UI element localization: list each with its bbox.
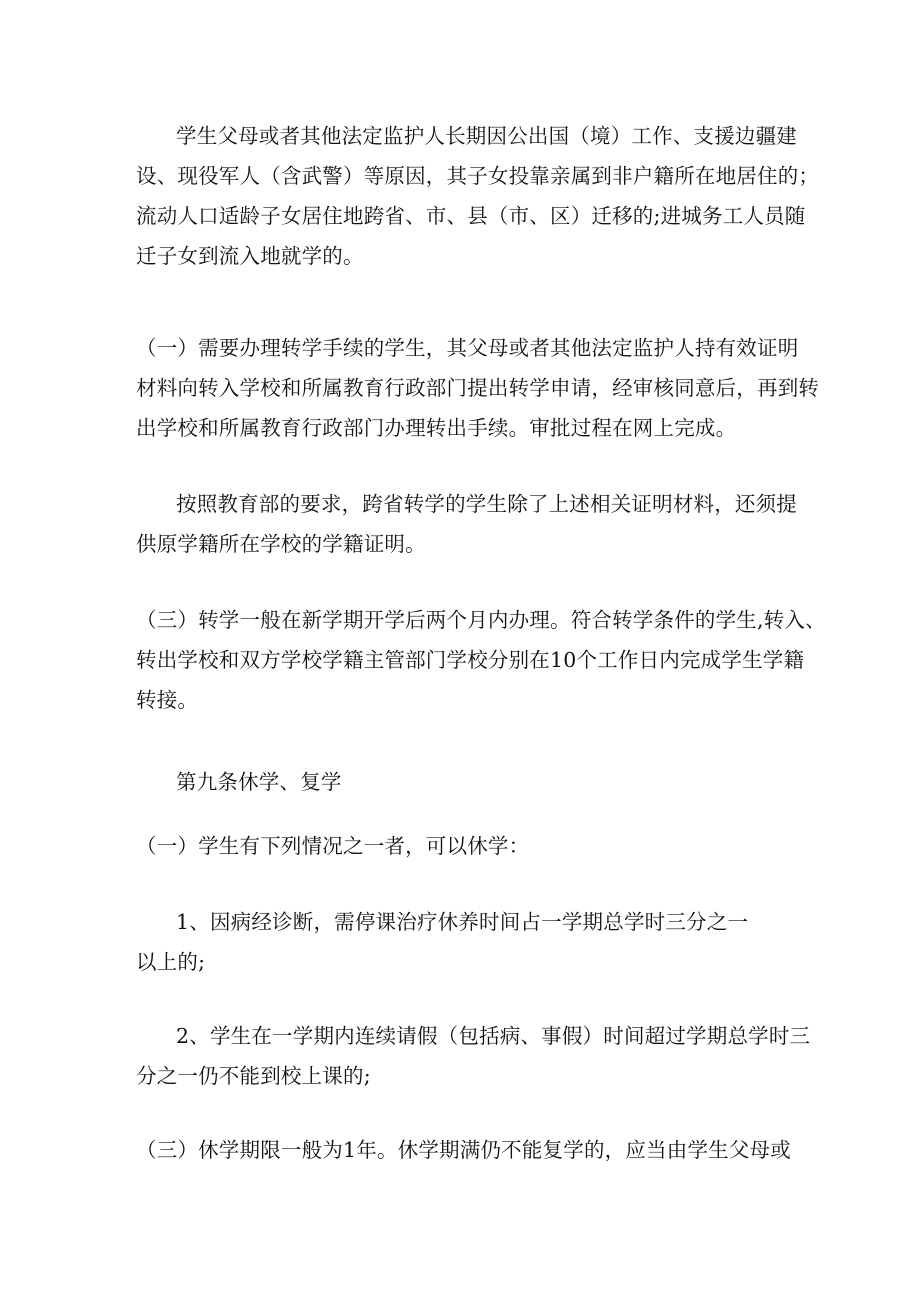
paragraph-suspension-period	[136, 1130, 791, 1170]
text-line: 出学校和所属教育行政部门办理转出手续。审批过程在网上完成。	[136, 416, 737, 440]
text-line: 分之一仍不能到校上课的;	[136, 1064, 371, 1088]
text-line: 按照教育部的要求，跨省转学的学生除了上述相关证明材料，还须提	[176, 492, 797, 516]
text-line: 转接。	[136, 688, 199, 712]
text-line: 转出学校和双方学校学籍主管部门学校分别在10个工作日内完成学生学籍	[136, 648, 805, 672]
text-line: 学生父母或者其他法定监护人长期因公出国（境）工作、支援边疆建	[176, 124, 797, 148]
paragraph-transfer-timing	[136, 600, 826, 720]
text-line: 流动人口适龄子女居住地跨省、市、县（市、区）迁移的;进城务工人员随	[136, 204, 806, 228]
list-item-illness	[136, 902, 748, 982]
text-line: 以上的;	[136, 950, 206, 974]
text-line: 供原学籍所在学校的学籍证明。	[136, 532, 426, 556]
text-line: 迁子女到流入地就学的。	[136, 244, 364, 268]
text-line: （一）学生有下列情况之一者，可以休学：	[136, 834, 530, 858]
list-item-leave	[136, 1016, 810, 1096]
text-line: 材料向转入学校和所属教育行政部门提出转学申请，经审核同意后，再到转	[136, 376, 820, 400]
text-line: 1、因病经诊断，需停课治疗休养时间占一学期总学时三分之一	[176, 910, 749, 934]
text-line: （三）休学期限一般为1年。休学期满仍不能复学的，应当由学生父母或	[136, 1138, 791, 1162]
text-line: 第九条休学、复学	[176, 770, 342, 794]
section-heading-article-9	[176, 762, 342, 802]
text-line: （一）需要办理转学手续的学生，其父母或者其他法定监护人持有效证明	[136, 336, 799, 360]
text-line: （三）转学一般在新学期开学后两个月内办理。符合转学条件的学生,转入、	[136, 608, 826, 632]
text-line: 设、现役军人（含武警）等原因，其子女投靠亲属到非户籍所在地居住的；	[136, 164, 820, 188]
paragraph-transfer-procedure	[136, 328, 819, 448]
paragraph-suspension-conditions	[136, 826, 529, 866]
text-line: 2、学生在一学期内连续请假（包括病、事假）时间超过学期总学时三	[176, 1024, 811, 1048]
paragraph-cross-province	[136, 484, 797, 564]
paragraph-guardian-abroad	[136, 116, 819, 276]
